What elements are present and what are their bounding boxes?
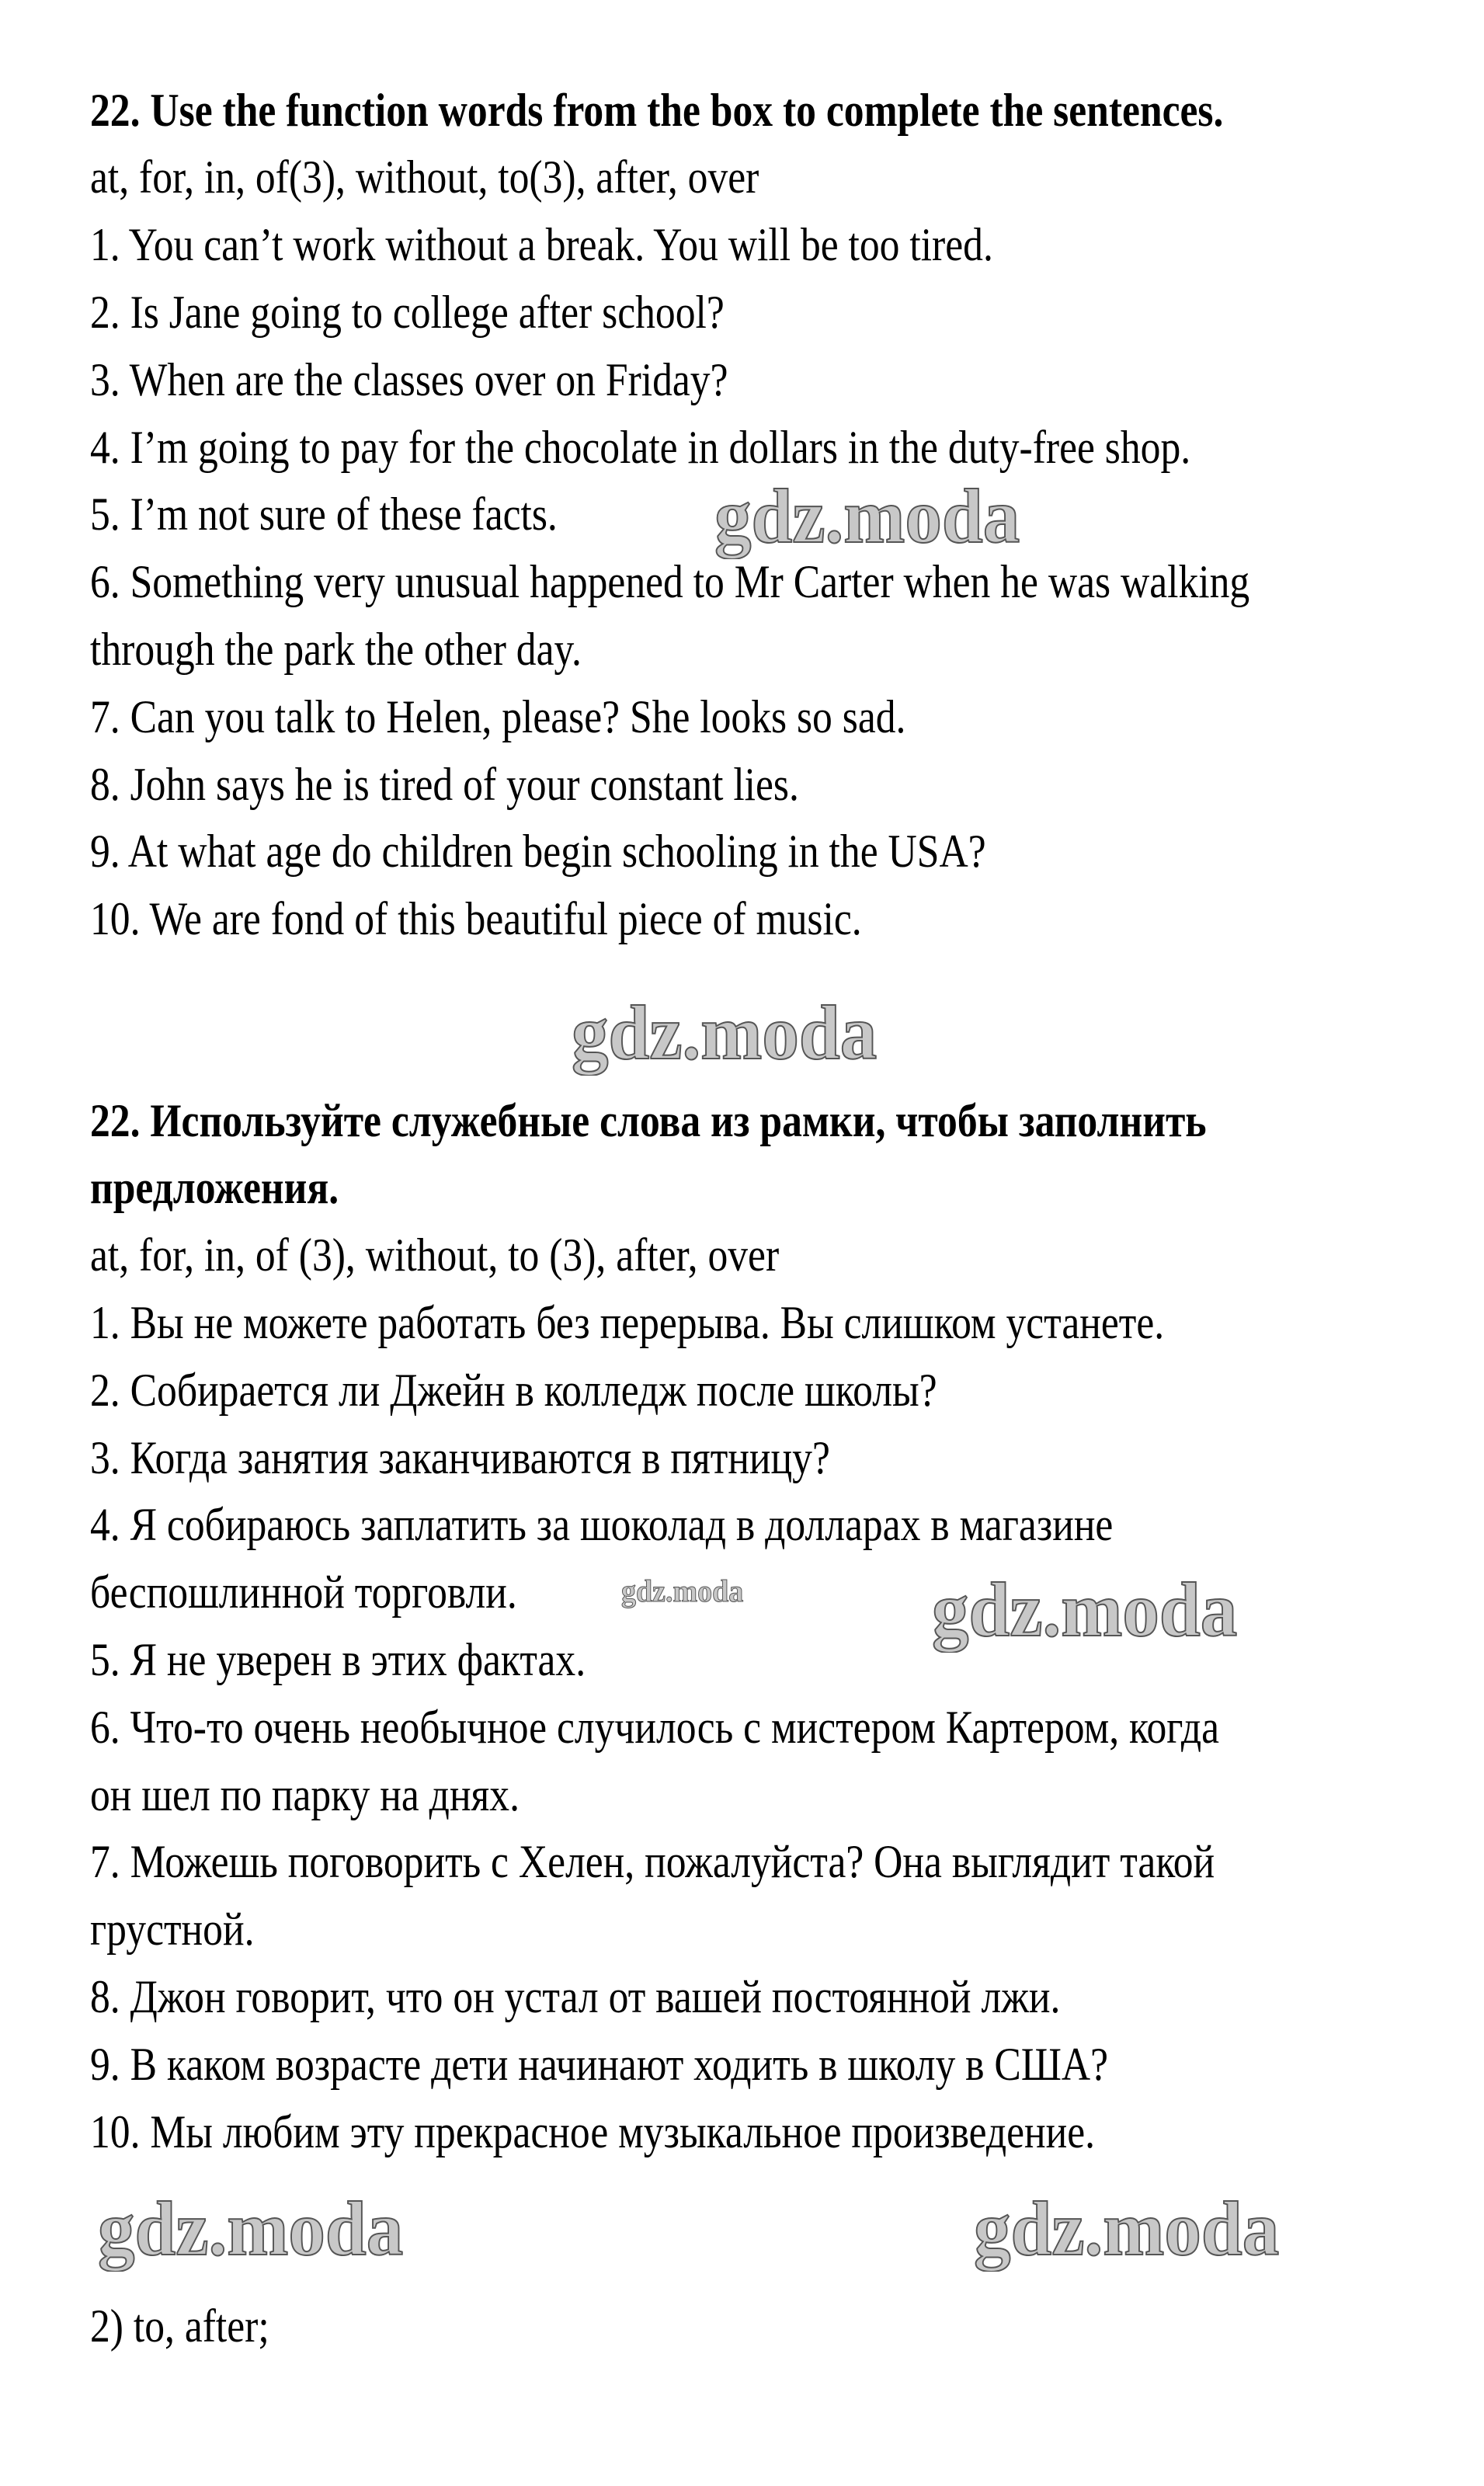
- sentence-line-en: 10. We are fond of this beautiful piece of music.: [90, 893, 862, 945]
- sentence-line-en: 6. Something very unusual happened to Mr Carter when he was walking: [90, 556, 1250, 608]
- sentence-line-ru: беспошлинной торговли.: [90, 1566, 517, 1619]
- sentence-line-ru: 6. Что-то очень необычное случилось с мистером Картером, когда: [90, 1701, 1220, 1753]
- sentence-line-en: through the park the other day.: [90, 623, 582, 675]
- sentence-line-ru: 1. Вы не можете работать без перерыва. Вы слишком устанете.: [90, 1296, 1165, 1348]
- sentence-line-en: 5. I’m not sure of these facts.: [90, 489, 558, 541]
- watermark-logo: gdz.moda: [572, 989, 878, 1076]
- word-box-ru: at, for, in, of (3), without, to (3), after, over: [90, 1229, 780, 1281]
- sentence-line-ru: 3. Когда занятия заканчиваются в пятницу?: [90, 1431, 830, 1483]
- sentence-line-ru: 9. В каком возрасте дети начинают ходить в школу в США?: [90, 2038, 1109, 2090]
- word-box-en: at, for, in, of(3), without, to(3), after, over: [90, 151, 759, 203]
- watermark-logo: gdz.moda: [714, 473, 1020, 559]
- watermark-logo: gdz.moda: [974, 2185, 1280, 2272]
- watermark-logo: gdz.moda: [932, 1566, 1238, 1653]
- sentence-line-ru: 2. Собирается ли Джейн в колледж после школы?: [90, 1364, 937, 1416]
- sentence-line-ru: 8. Джон говорит, что он устал от вашей постоянной лжи.: [90, 1970, 1061, 2022]
- answer-line: 2) to, after;: [90, 2300, 269, 2352]
- sentence-line-en: 3. When are the classes over on Friday?: [90, 353, 728, 405]
- sentence-line-ru: 5. Я не уверен в этих фактах.: [90, 1633, 586, 1685]
- exercise-title-ru: 22. Используйте служебные слова из рамки, чтобы заполнить: [90, 1094, 1207, 1146]
- sentence-line-en: 1. You can’t work without a break. You will be too tired.: [90, 219, 993, 271]
- sentence-line-ru: 4. Я собираюсь заплатить за шоколад в долларах в магазине: [90, 1499, 1114, 1551]
- sentence-line-en: 7. Can you talk to Helen, please? She looks so sad.: [90, 690, 906, 742]
- sentence-line-en: 8. John says he is tired of your constant lies.: [90, 758, 799, 810]
- sentence-line-ru: грустной.: [90, 1904, 255, 1956]
- exercise-title-ru: предложения.: [90, 1162, 339, 1214]
- exercise-title-en: 22. Use the function words from the box to complete the sentences.: [90, 84, 1224, 136]
- sentence-line-ru: он шел по парку на днях.: [90, 1768, 520, 1820]
- watermark-logo: gdz.moda: [621, 1573, 744, 1608]
- sentence-line-en: 9. At what age do children begin schooling in the USA?: [90, 826, 986, 878]
- sentence-line-ru: 7. Можешь поговорить с Хелен, пожалуйста? Она выглядит такой: [90, 1836, 1215, 1888]
- sentence-line-en: 4. I’m going to pay for the chocolate in dollars in the duty-free shop.: [90, 421, 1191, 473]
- sentence-line-en: 2. Is Jane going to college after school?: [90, 286, 725, 338]
- sentence-line-ru: 10. Мы любим эту прекрасное музыкальное произведение.: [90, 2105, 1096, 2157]
- watermark-logo: gdz.moda: [98, 2185, 404, 2272]
